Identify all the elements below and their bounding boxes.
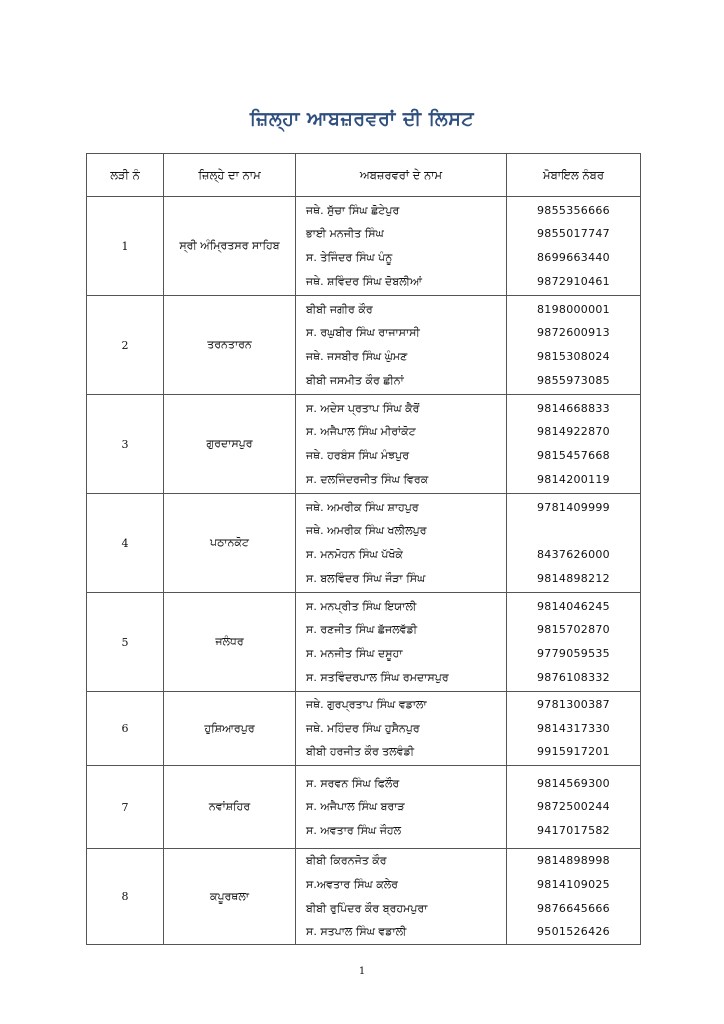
mobile-number: 9814200119 xyxy=(537,472,610,486)
observer-name: ਜਥੇ. ਹਰਬੰਸ ਸਿੰਘ ਮੰਝਪੁਰ xyxy=(306,449,410,462)
mobile-number: 9417017582 xyxy=(537,823,610,837)
serial-number: 6 xyxy=(87,692,164,766)
observer-name: ਜਥੇ. ਅਮਰੀਕ ਸਿੰਘ ਸ਼ਾਹਪੁਰ xyxy=(306,500,419,514)
observer-name: ਜਥੇ. ਗੁਰਪ੍ਰਤਾਪ ਸਿੰਘ ਵਡਾਲਾ xyxy=(306,698,427,712)
mobile-number: 9915917201 xyxy=(537,745,610,759)
observer-name: ਸ. ਸਤਪਾਲ ਸਿੰਘ ਵਡਾਲੀ xyxy=(306,925,407,939)
observer-name: ਬੀਬੀ ਹਰਜੀਤ ਕੌਰ ਤਲਵੰਡੀ xyxy=(306,745,415,759)
mobile-numbers-cell xyxy=(507,849,641,945)
mobile-number: 9876645666 xyxy=(537,901,610,915)
observer-names-cell xyxy=(296,766,507,849)
observer-name: ਸ. ਮਨਜੀਤ ਸਿੰਘ ਦਸੂਹਾ xyxy=(306,647,403,660)
header-mobile: ਮੋਬਾਇਲ ਨੰਬਰ xyxy=(507,154,641,197)
mobile-number: 9855356666 xyxy=(537,203,610,217)
mobile-number: 9855973085 xyxy=(537,373,610,387)
observer-names-cell xyxy=(296,849,507,945)
table-header-row xyxy=(87,154,641,197)
observer-name: ਸ. ਮਨਪ੍ਰੀਤ ਸਿੰਘ ਇਯਾਲੀ xyxy=(306,599,417,613)
mobile-number: 9779059535 xyxy=(537,647,610,660)
observer-name: ਜਥੇ. ਅਮਰੀਕ ਸਿੰਘ ਖਲੀਲਪੁਰ xyxy=(306,524,427,538)
observer-name: ਸ. ਅਜੈਪਾਲ ਸਿੰਘ ਬਰਾੜ xyxy=(306,800,405,814)
mobile-numbers-cell xyxy=(507,197,641,296)
header-district: ਜ਼ਿਲ੍ਹੇ ਦਾ ਨਾਮ xyxy=(164,154,296,197)
mobile-number: 9815308024 xyxy=(537,350,610,363)
serial-number: 7 xyxy=(87,766,164,849)
observer-name: ਸ. ਬਲਵਿੰਦਰ ਸਿੰਘ ਜੌੜਾ ਸਿੰਘ xyxy=(306,571,426,585)
observer-names-cell xyxy=(296,494,507,593)
mobile-number: 9501526426 xyxy=(537,925,610,939)
observer-name: ਬੀਬੀ ਰੁਪਿੰਦਰ ਕੌਰ ਬ੍ਰਹਮਪੁਰਾ xyxy=(306,901,428,915)
table-row xyxy=(87,197,641,296)
observer-name: ਜਥੇ. ਮਹਿੰਦਰ ਸਿੰਘ ਹੁਸੈਨਪੁਰ xyxy=(306,721,420,735)
mobile-number: 9815702870 xyxy=(537,623,610,637)
serial-number: 3 xyxy=(87,395,164,494)
serial-number: 4 xyxy=(87,494,164,593)
serial-number: 5 xyxy=(87,593,164,692)
mobile-number: 9872600913 xyxy=(537,326,610,340)
mobile-number: 9876108332 xyxy=(537,670,610,684)
table-row xyxy=(87,395,641,494)
observer-names-cell xyxy=(296,296,507,395)
district-name: ਹੁਸ਼ਿਆਰਪੁਰ xyxy=(164,692,296,766)
observer-name: ਸ. ਦਲਜਿੰਦਰਜੀਤ ਸਿੰਘ ਵਿਰਕ xyxy=(306,472,429,486)
page-title: ਜ਼ਿਲ੍ਹਾ ਆਬਜ਼ਰਵਰਾਂ ਦੀ ਲਿਸਟ xyxy=(249,108,475,130)
mobile-number: 9872500244 xyxy=(537,800,610,814)
mobile-number: 9814922870 xyxy=(537,425,610,439)
observer-name: ਜਥੇ. ਸੁੱਚਾ ਸਿੰਘ ਛੋਟੇਪੁਰ xyxy=(306,203,400,217)
header-observers: ਅਬਜ਼ਰਵਰਾਂ ਦੇ ਨਾਮ xyxy=(296,154,507,197)
observer-name: ਸ. ਅਦੇਸ ਪ੍ਰਤਾਪ ਸਿੰਘ ਕੈਰੋਂ xyxy=(306,401,420,415)
observer-name: ਸ. ਸਤਵਿੰਦਰਪਾਲ ਸਿੰਘ ਰਮਦਾਸਪੁਰ xyxy=(306,670,449,684)
district-name: ਸ੍ਰੀ ਅੰਮ੍ਰਿਤਸਰ ਸਾਹਿਬ xyxy=(164,197,296,296)
mobile-numbers-cell xyxy=(507,494,641,593)
table-body xyxy=(87,197,641,945)
observer-name: ਬੀਬੀ ਜਸਮੀਤ ਕੌਰ ਛੀਨਾਂ xyxy=(306,373,404,387)
observer-names-cell xyxy=(296,593,507,692)
mobile-numbers-cell xyxy=(507,692,641,766)
mobile-number: 9814898998 xyxy=(537,854,610,868)
mobile-numbers-cell xyxy=(507,296,641,395)
observer-names-cell xyxy=(296,395,507,494)
observer-table xyxy=(86,153,641,945)
observer-name: ਸ. ਅਜੈਪਾਲ ਸਿੰਘ ਮੀਰਾਂਕੋਟ xyxy=(306,425,416,439)
header-serial: ਲੜੀ ਨੰ xyxy=(87,154,164,197)
mobile-number: 8198000001 xyxy=(537,302,610,316)
observer-name: ਸ. ਤੇਜਿੰਦਰ ਸਿੰਘ ਪੰਨੂ xyxy=(306,251,393,264)
mobile-number: 9814317330 xyxy=(537,721,610,735)
serial-number: 2 xyxy=(87,296,164,395)
district-name: ਨਵਾਂਸ਼ਹਿਰ xyxy=(164,766,296,849)
mobile-number: 9855017747 xyxy=(537,227,610,241)
observer-name: ਸ. ਅਵਤਾਰ ਸਿੰਘ ਜੌਹਲ xyxy=(306,823,402,837)
table-row xyxy=(87,766,641,849)
observer-name: ਬੀਬੀ ਜਗੀਰ ਕੌਰ xyxy=(306,302,373,316)
mobile-number: 8699663440 xyxy=(537,251,610,264)
district-name: ਗੁਰਦਾਸਪੁਰ xyxy=(164,395,296,494)
observer-names-cell xyxy=(296,692,507,766)
observer-name: ਬੀਬੀ ਕਿਰਨਜੋਤ ਕੌਰ xyxy=(306,854,387,868)
table-row xyxy=(87,494,641,593)
mobile-number xyxy=(507,519,640,543)
observer-name: ਜਥੇ. ਸ਼ਵਿੰਦਰ ਸਿੰਘ ਦੋਬਲੀਆਂ xyxy=(306,274,422,288)
observer-name: ਸ. ਰਣਜੀਤ ਸਿੰਘ ਛੱਜਲਵੱਡੀ xyxy=(306,623,418,637)
table-row xyxy=(87,593,641,692)
observer-name: ਸ. ਮਨਮੋਹਨ ਸਿੰਘ ਪੱਖੋਕੇ xyxy=(306,548,403,561)
mobile-number: 9815457668 xyxy=(537,449,610,462)
mobile-number: 9814668833 xyxy=(537,401,610,415)
mobile-numbers-cell xyxy=(507,766,641,849)
mobile-number: 9872910461 xyxy=(537,274,610,288)
page-number: 1 xyxy=(358,966,366,977)
observer-name: ਜਥੇ. ਜਸਬੀਰ ਸਿੰਘ ਘੁੰਮਣ xyxy=(306,350,408,363)
district-name: ਜਲੰਧਰ xyxy=(164,593,296,692)
mobile-number: 9781300387 xyxy=(537,698,610,712)
mobile-numbers-cell xyxy=(507,593,641,692)
table-row xyxy=(87,849,641,945)
district-name: ਤਰਨਤਾਰਨ xyxy=(164,296,296,395)
mobile-number: 9814569300 xyxy=(537,776,610,790)
observer-name: ਸ. ਸਰਵਨ ਸਿੰਘ ਫਿਲੌਰ xyxy=(306,776,400,790)
mobile-number: 9814046245 xyxy=(537,599,610,613)
serial-number: 1 xyxy=(87,197,164,296)
mobile-number: 8437626000 xyxy=(537,548,610,561)
observer-name: ਸ.ਅਵਤਾਰ ਸਿੰਘ ਕਲੇਰ xyxy=(306,877,398,891)
serial-number: 8 xyxy=(87,849,164,945)
observer-name: ਭਾਈ ਮਨਜੀਤ ਸਿੰਘ xyxy=(306,227,384,241)
district-name: ਪਠਾਨਕੋਟ xyxy=(164,494,296,593)
table-row xyxy=(87,692,641,766)
mobile-number: 9814109025 xyxy=(537,877,610,891)
mobile-numbers-cell xyxy=(507,395,641,494)
district-name: ਕਪੂਰਥਲਾ xyxy=(164,849,296,945)
mobile-number: 9781409999 xyxy=(537,500,610,514)
table-row xyxy=(87,296,641,395)
observer-name: ਸ. ਰਘੁਬੀਰ ਸਿੰਘ ਰਾਜਾਸਾਸੀ xyxy=(306,326,420,340)
mobile-number: 9814898212 xyxy=(537,571,610,585)
observer-names-cell xyxy=(296,197,507,296)
